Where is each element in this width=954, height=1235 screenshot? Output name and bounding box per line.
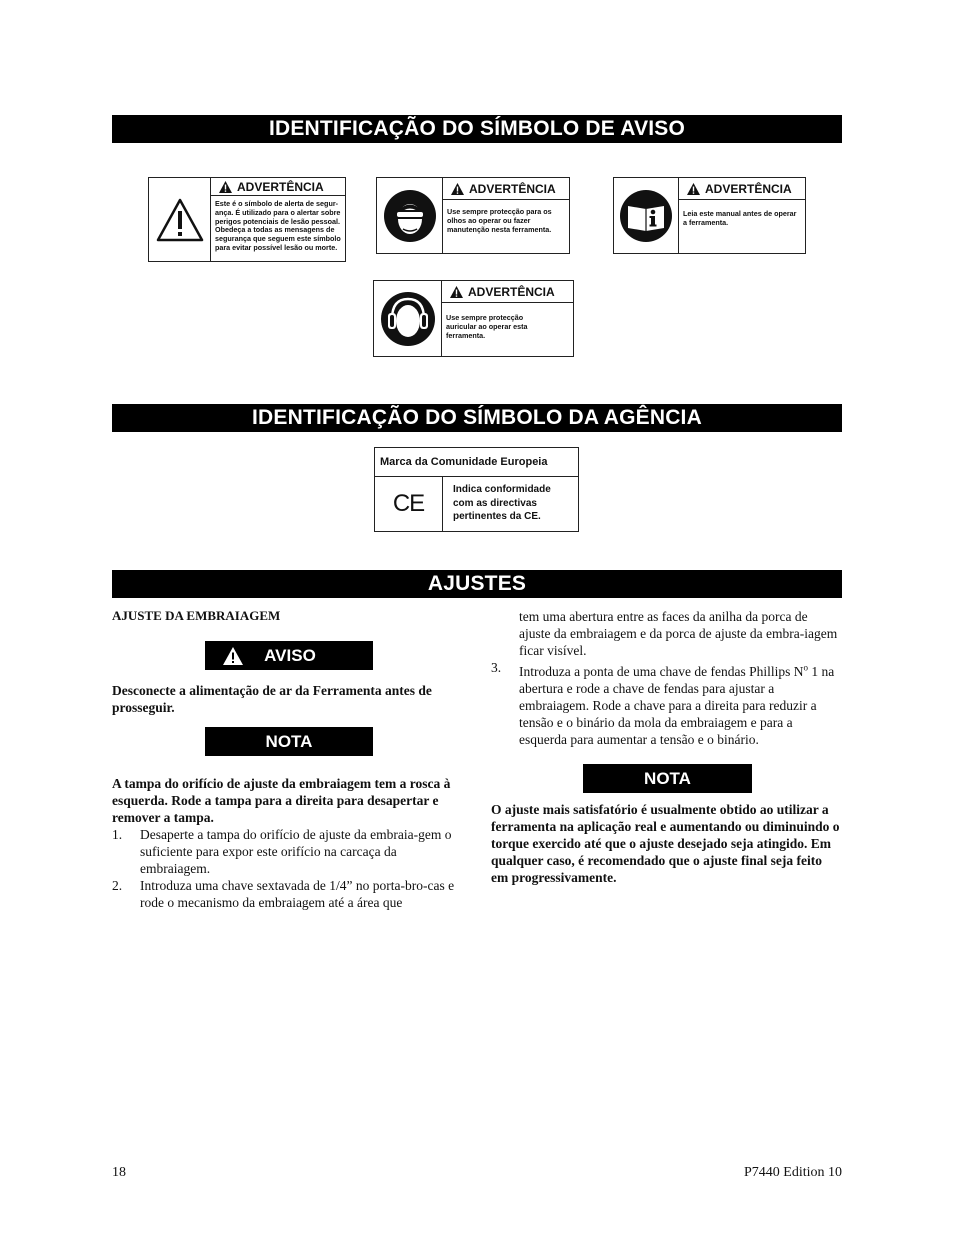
nota-label: NOTA <box>644 768 691 788</box>
warning-card-read-manual <box>613 177 806 254</box>
step-text: Introduza uma chave sextavada de 1/4” no porta-bro-cas e rode o mecanismo da embraiagem até a área que <box>140 878 455 910</box>
nota-badge-right <box>583 764 752 793</box>
list-item <box>112 877 462 911</box>
list-item <box>491 659 842 748</box>
warning-card-text: Use sempre protecção para os olhos ao operar ou fazer manutenção nesta ferramenta. <box>447 207 552 234</box>
step-text: Desaperte a tampa do orifício de ajuste da embraia-gem o suficiente para expor este orifício na carcaça da embraiagem. <box>140 827 452 876</box>
warning-triangle-icon <box>687 183 700 195</box>
step-2-continued-text: tem uma abertura entre as faces da anilha da porca de ajuste da embraiagem e da porca de ajuste da embra-iagem ficar visível. <box>519 609 838 658</box>
warning-card-text: Use sempre protecção auricular ao operar esta ferramenta. <box>446 313 528 340</box>
warning-card-text: Leia este manual antes de operar a ferramenta. <box>683 209 797 227</box>
ear-icon-cell <box>374 281 442 356</box>
step-number: 2. <box>112 878 123 893</box>
warning-card-eye-protection <box>376 177 570 254</box>
eye-icon-cell <box>377 178 443 253</box>
warning-triangle-icon <box>219 181 232 193</box>
section-title-warning-symbols: IDENTIFICAÇÃO DO SÍMBOLO DE AVISO <box>112 115 842 143</box>
edition-label: P7440 Edition 10 <box>743 1165 842 1180</box>
warning-card-ear-protection <box>373 280 574 357</box>
warning-card-text: Este é o símbolo de alerta de segur-ança. É utilizado para o alertar sobre perigos potenciais de lesão pessoal. Obedeça a todas as mensagens de segurança que seguem este símbolo para evitar possível lesão ou morte. <box>215 199 341 252</box>
list-item <box>112 826 462 877</box>
agency-card-ce <box>374 447 579 532</box>
agency-card-text: Indica conformidade com as directivas pertinentes da CE. <box>453 484 551 522</box>
warning-card-alert <box>148 177 346 262</box>
clutch-adjustment-heading: AJUSTE DA EMBRAIAGEM <box>112 608 281 623</box>
read-manual-icon <box>619 189 673 243</box>
page-number: 18 <box>112 1165 126 1180</box>
eye-protection-icon <box>383 189 437 243</box>
nota-text-right: O ajuste mais satisfatório é usualmente obtido ao utilizar a ferramenta na aplicação real e aumentando ou diminuindo o torque exercido até que o ajuste desejado seja atingido. Em qualquer caso, é recomendado que o ajuste final seja feito em progressivamente. <box>491 802 840 885</box>
manual-icon-cell <box>614 178 679 253</box>
nota-text-left: A tampa do orifício de ajuste da embraiagem tem a rosca à esquerda. Rode a tampa para a direita para desapertar e remover a tampa. <box>112 776 451 825</box>
section-title-adjustments: AJUSTES <box>112 570 842 598</box>
nota-badge-left <box>205 727 373 756</box>
agency-card-header: Marca da Comunidade Europeia <box>375 448 578 477</box>
alert-icon-cell <box>149 178 211 261</box>
nota-label: NOTA <box>265 731 313 751</box>
warning-card-header: ADVERTÊNCIA <box>442 281 573 303</box>
step-number: 3. <box>491 660 502 675</box>
warning-card-header: ADVERTÊNCIA <box>211 178 345 196</box>
ear-protection-icon <box>380 291 436 347</box>
warning-card-header: ADVERTÊNCIA <box>443 178 569 200</box>
exclamation-triangle-icon <box>155 197 205 243</box>
warning-triangle-icon <box>451 183 464 195</box>
step-number: 1. <box>112 827 123 842</box>
ce-mark-icon: CE <box>375 477 443 531</box>
aviso-badge <box>205 641 373 670</box>
step-text: Introduza a ponta de uma chave de fendas Phillips $N^o$ 1 na abertura e rode a chave de fendas para ajustar a embraiagem. Rode a chave para a direita para reduzir a tensão e o binário da mola da embraiagem e para a esquerda para aumentar a tensão e o binário. <box>519 662 835 747</box>
warning-triangle-icon <box>222 646 244 666</box>
step-3 <box>491 659 842 748</box>
aviso-label: AVISO <box>264 645 316 665</box>
adjustment-steps-left <box>112 826 462 911</box>
section-title-agency-symbols: IDENTIFICAÇÃO DO SÍMBOLO DA AGÊNCIA <box>112 404 842 432</box>
warning-card-header: ADVERTÊNCIA <box>679 178 805 200</box>
warning-triangle-icon <box>450 286 463 298</box>
aviso-text: Desconecte a alimentação de ar da Ferramenta antes de prosseguir. <box>112 683 432 715</box>
adjustment-steps-right <box>491 659 842 748</box>
